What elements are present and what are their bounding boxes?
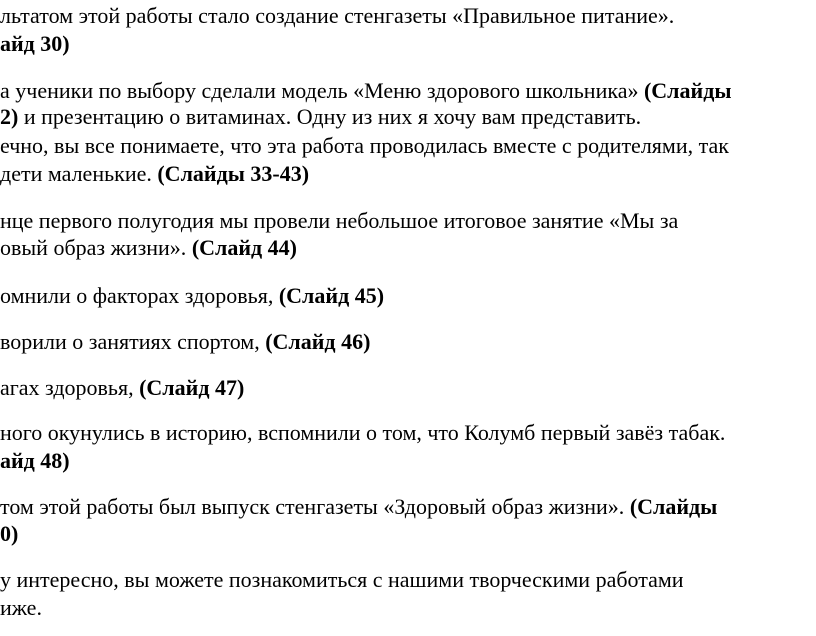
text-line-16 <box>0 567 684 593</box>
slide-reference: (Слайд 44) <box>191 235 297 260</box>
text-line-8 <box>0 235 297 261</box>
text-line-1 <box>0 3 674 29</box>
text-line-9 <box>0 283 384 309</box>
line-text: ворили о занятиях спортом, <box>0 329 266 354</box>
line-text: том этой работы был выпуск стенгазеты «Здоровый образ жизни». <box>0 494 630 519</box>
text-line-2 <box>0 31 70 57</box>
slide-reference: (Слайд 46) <box>265 329 371 354</box>
slide-reference: (Слайды <box>643 78 732 103</box>
text-line-12 <box>0 420 725 446</box>
line-text: и презентацию о витаминах. Одну из них я хочу вам представить. <box>18 104 642 129</box>
text-line-4 <box>0 104 641 130</box>
line-text: омнили о факторах здоровья, <box>0 283 279 308</box>
slide-reference: (Слайды <box>629 494 718 519</box>
text-line-13 <box>0 448 70 474</box>
text-line-14 <box>0 494 717 520</box>
line-text: дети маленькие. <box>0 161 158 186</box>
line-text: овый образ жизни». <box>0 235 192 260</box>
line-text: у интересно, вы можете познакомиться с нашими творческими работами <box>0 567 684 592</box>
slide-reference: 0) <box>0 521 19 546</box>
slide-reference: айд 30) <box>0 31 70 56</box>
slide-reference: айд 48) <box>0 448 70 473</box>
line-text: нце первого полугодия мы провели небольшое итоговое занятие «Мы за <box>0 208 679 233</box>
text-line-11 <box>0 375 244 401</box>
slide-reference: (Слайды 33-43) <box>157 161 310 186</box>
text-line-5 <box>0 133 729 159</box>
line-text: иже. <box>0 595 42 620</box>
line-text: а ученики по выбору сделали модель «Меню здорового школьника» <box>0 78 644 103</box>
slide-reference: (Слайд 47) <box>139 375 245 400</box>
line-text: ечно, вы все понимаете, что эта работа проводилась вместе с родителями, так <box>0 133 729 158</box>
text-line-7 <box>0 208 678 234</box>
line-text: агах здоровья, <box>0 375 140 400</box>
slide-reference: (Слайд 45) <box>278 283 385 308</box>
text-line-3 <box>0 78 732 104</box>
line-text: ного окунулись в историю, вспомнили о том, что Колумб первый завёз табак. <box>0 420 726 445</box>
text-line-10 <box>0 329 370 355</box>
text-line-15 <box>0 521 18 547</box>
line-text: льтатом этой работы стало создание стенгазеты «Правильное питание». <box>0 3 675 28</box>
text-line-17 <box>0 595 42 621</box>
slide-reference: 2) <box>0 104 19 129</box>
text-line-6 <box>0 161 309 187</box>
